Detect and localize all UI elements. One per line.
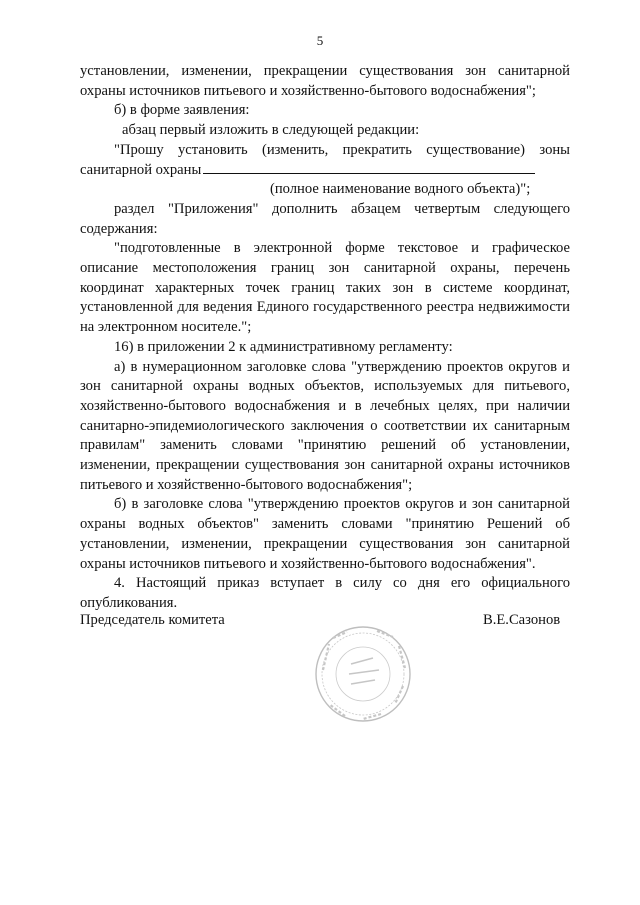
paragraph-item-16: 16) в приложении 2 к административному регламенту:: [114, 338, 453, 355]
official-seal-icon: [307, 624, 419, 724]
paragraph-appendix-section: раздел "Приложения" дополнить абзацем четвертым следующего содержания:: [80, 200, 570, 237]
page-number: 5: [316, 33, 324, 48]
paragraph-electronic-description: "подготовленные в электронной форме текстовое и графическое описание местоположения границ зон санитарной охраны, перечень координат характерных точек границ таких зон в системе координат, установленной для ведения Единого государственного реестра недвижимости на электронном носителе.";: [80, 240, 570, 336]
paragraph-item-a: а) в нумерационном заголовке слова "утверждению проектов округов и зон санитарной охраны водных объектов, используемых для питьевого, хозяйственно-бытового водоснабжения и в лечебных целях, при наличии санитарно-эпидемиологического заключения о соответствии их санитарным правилам" заменить словами "принятию решений об установлении, изменении, прекращении существования зон санитарной охраны источников питьевого и хозяйственно-бытового водоснабжения";: [80, 358, 570, 493]
paragraph-application-form: б) в форме заявления:: [114, 102, 250, 119]
blank-fill-line: [203, 173, 535, 174]
paragraph-effective: 4. Настоящий приказ вступает в силу со дня его официального опубликования.: [80, 575, 570, 611]
paragraph-first-edit: абзац первый изложить в следующей редакции:: [122, 122, 420, 139]
paragraph-continuation: установлении, изменении, прекращении существования зон санитарной охраны источников питьевого и хозяйственно-бытового водоснабжения";: [80, 63, 570, 99]
signatory-title: Председатель комитета: [80, 612, 225, 628]
signatory-name: В.Е.Сазонов: [483, 612, 561, 628]
paragraph-item-b: б) в заголовке слова "утверждению проектов округов и зон санитарной охраны водных объектов" заменить словами "принятию Решений об установлении, изменении, прекращении существования зон санитарной охраны источников питьевого и хозяйственно-бытового водоснабжения".: [80, 496, 570, 572]
document-body: [80, 62, 570, 614]
request-text: "Прошу установить (изменить, прекратить существование) зоны санитарной охраны: [80, 141, 570, 178]
blank-caption: (полное наименование водного объекта)";: [270, 181, 531, 198]
paragraph-request: [80, 141, 570, 180]
